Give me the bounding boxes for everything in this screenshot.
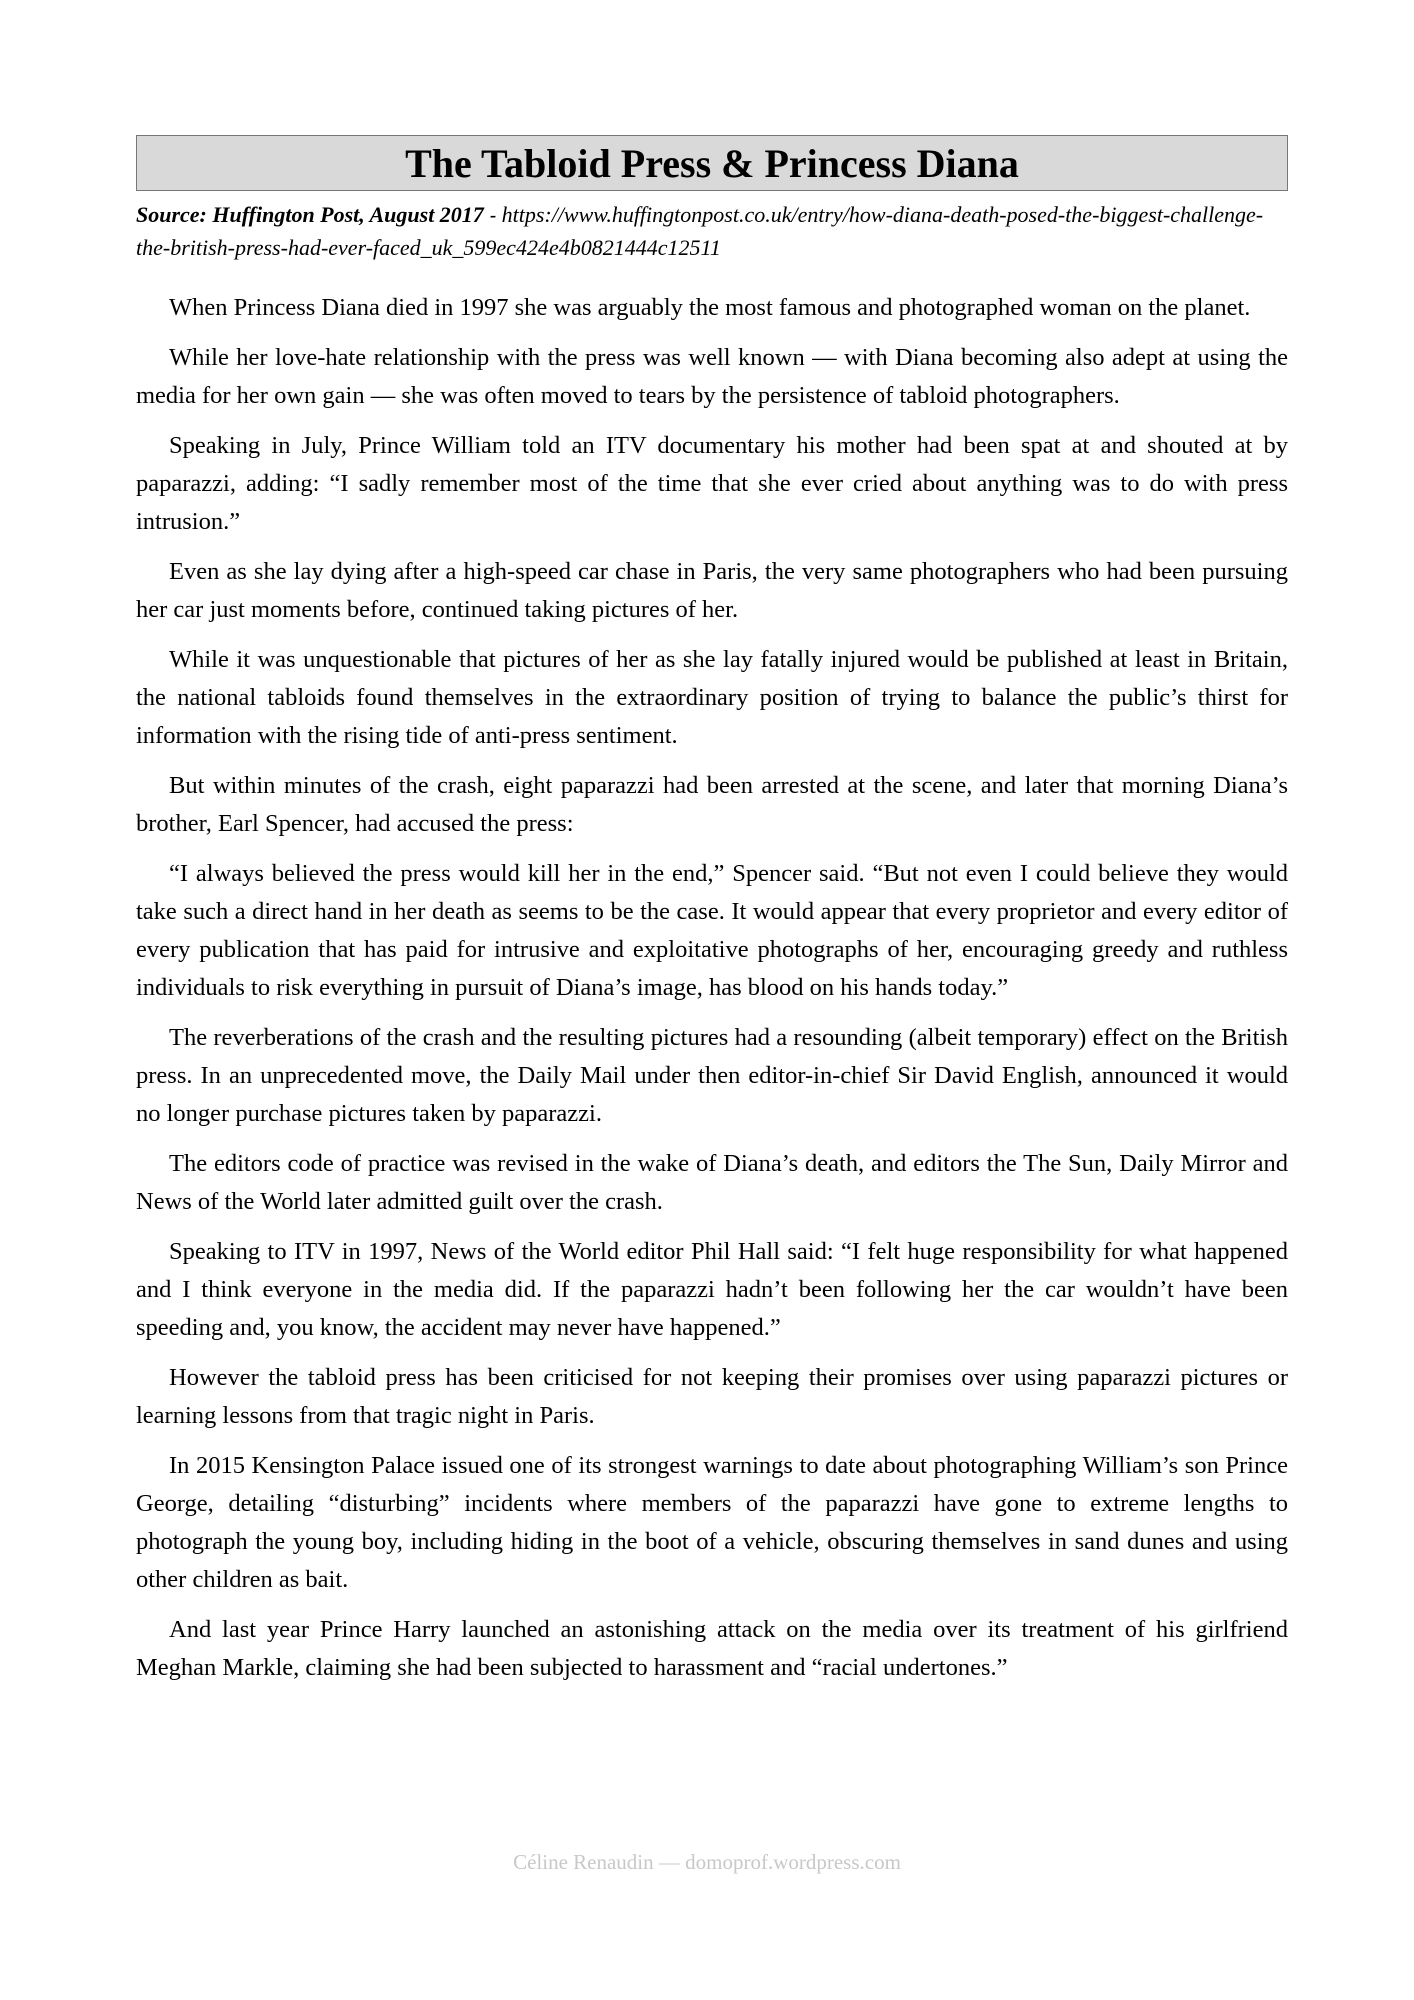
source-citation	[136, 199, 1288, 265]
paragraph-12: In 2015 Kensington Palace issued one of its strongest warnings to date about photographing William’s son Prince George, detailing “disturbing” incidents where members of the paparazzi have gone to extreme lengths to photograph the young boy, including hiding in the boot of a vehicle, obscuring themselves in sand dunes and using other children as bait.	[136, 1452, 1288, 1593]
paragraph-3: Speaking in July, Prince William told an ITV documentary his mother had been spat at and shouted at by paparazzi, adding: “I sadly remember most of the time that she ever cried about anything was to do with press intrusion.”	[136, 432, 1288, 535]
paragraph-7: “I always believed the press would kill her in the end,” Spencer said. “But not even I could believe they would take such a direct hand in her death as seems to be the case. It would appear that every proprietor and every editor of every publication that has paid for intrusive and exploitative photographs of her, encouraging greedy and ruthless individuals to risk everything in pursuit of Diana’s image, has blood on his hands today.”	[136, 860, 1288, 1001]
page-title: The Tabloid Press & Princess Diana	[405, 141, 1019, 186]
source-separator: -	[483, 205, 502, 227]
document-page	[136, 135, 1288, 1699]
paragraph-5: While it was unquestionable that pictures of her as she lay fatally injured would be published at least in Britain, the national tabloids found themselves in the extraordinary position of trying to balance the public’s thirst for information with the rising tide of anti-press sentiment.	[136, 646, 1288, 749]
article-body	[136, 289, 1288, 1687]
paragraph-11: However the tabloid press has been criticised for not keeping their promises over using paparazzi pictures or learning lessons from that tragic night in Paris.	[136, 1364, 1288, 1429]
paragraph-4: Even as she lay dying after a high-speed car chase in Paris, the very same photographers who had been pursuing her car just moments before, continued taking pictures of her.	[136, 558, 1288, 623]
title-banner	[136, 135, 1288, 191]
paragraph-1: When Princess Diana died in 1997 she was arguably the most famous and photographed woman on the planet.	[169, 294, 1251, 321]
source-label: Source: Huffington Post, August 2017	[136, 202, 484, 227]
source-url: https://www.huffingtonpost.co.uk/entry/how-diana-death-posed-the-biggest-challenge-the-british-press-had-ever-faced_uk_599ec424e4b0821444c12511	[136, 202, 1264, 260]
paragraph-10: Speaking to ITV in 1997, News of the World editor Phil Hall said: “I felt huge responsibility for what happened and I think everyone in the media did. If the paparazzi hadn’t been following her the car wouldn’t have been speeding and, you know, the accident may never have happened.”	[136, 1238, 1288, 1341]
paragraph-13: And last year Prince Harry launched an astonishing attack on the media over its treatment of his girlfriend Meghan Markle, claiming she had been subjected to harassment and “racial undertones.”	[136, 1616, 1288, 1681]
footer-credit: Céline Renaudin — domoprof.wordpress.com	[513, 1850, 901, 1874]
paragraph-2: While her love-hate relationship with the press was well known — with Diana becoming also adept at using the media for her own gain — she was often moved to tears by the persistence of tabloid photographers.	[136, 344, 1288, 409]
paragraph-6: But within minutes of the crash, eight paparazzi had been arrested at the scene, and later that morning Diana’s brother, Earl Spencer, had accused the press:	[136, 772, 1288, 837]
paragraph-9: The editors code of practice was revised in the wake of Diana’s death, and editors the The Sun, Daily Mirror and News of the World later admitted guilt over the crash.	[136, 1150, 1288, 1215]
paragraph-8: The reverberations of the crash and the resulting pictures had a resounding (albeit temporary) effect on the British press. In an unprecedented move, the Daily Mail under then editor-in-chief Sir David English, announced it would no longer purchase pictures taken by paparazzi.	[136, 1024, 1288, 1127]
